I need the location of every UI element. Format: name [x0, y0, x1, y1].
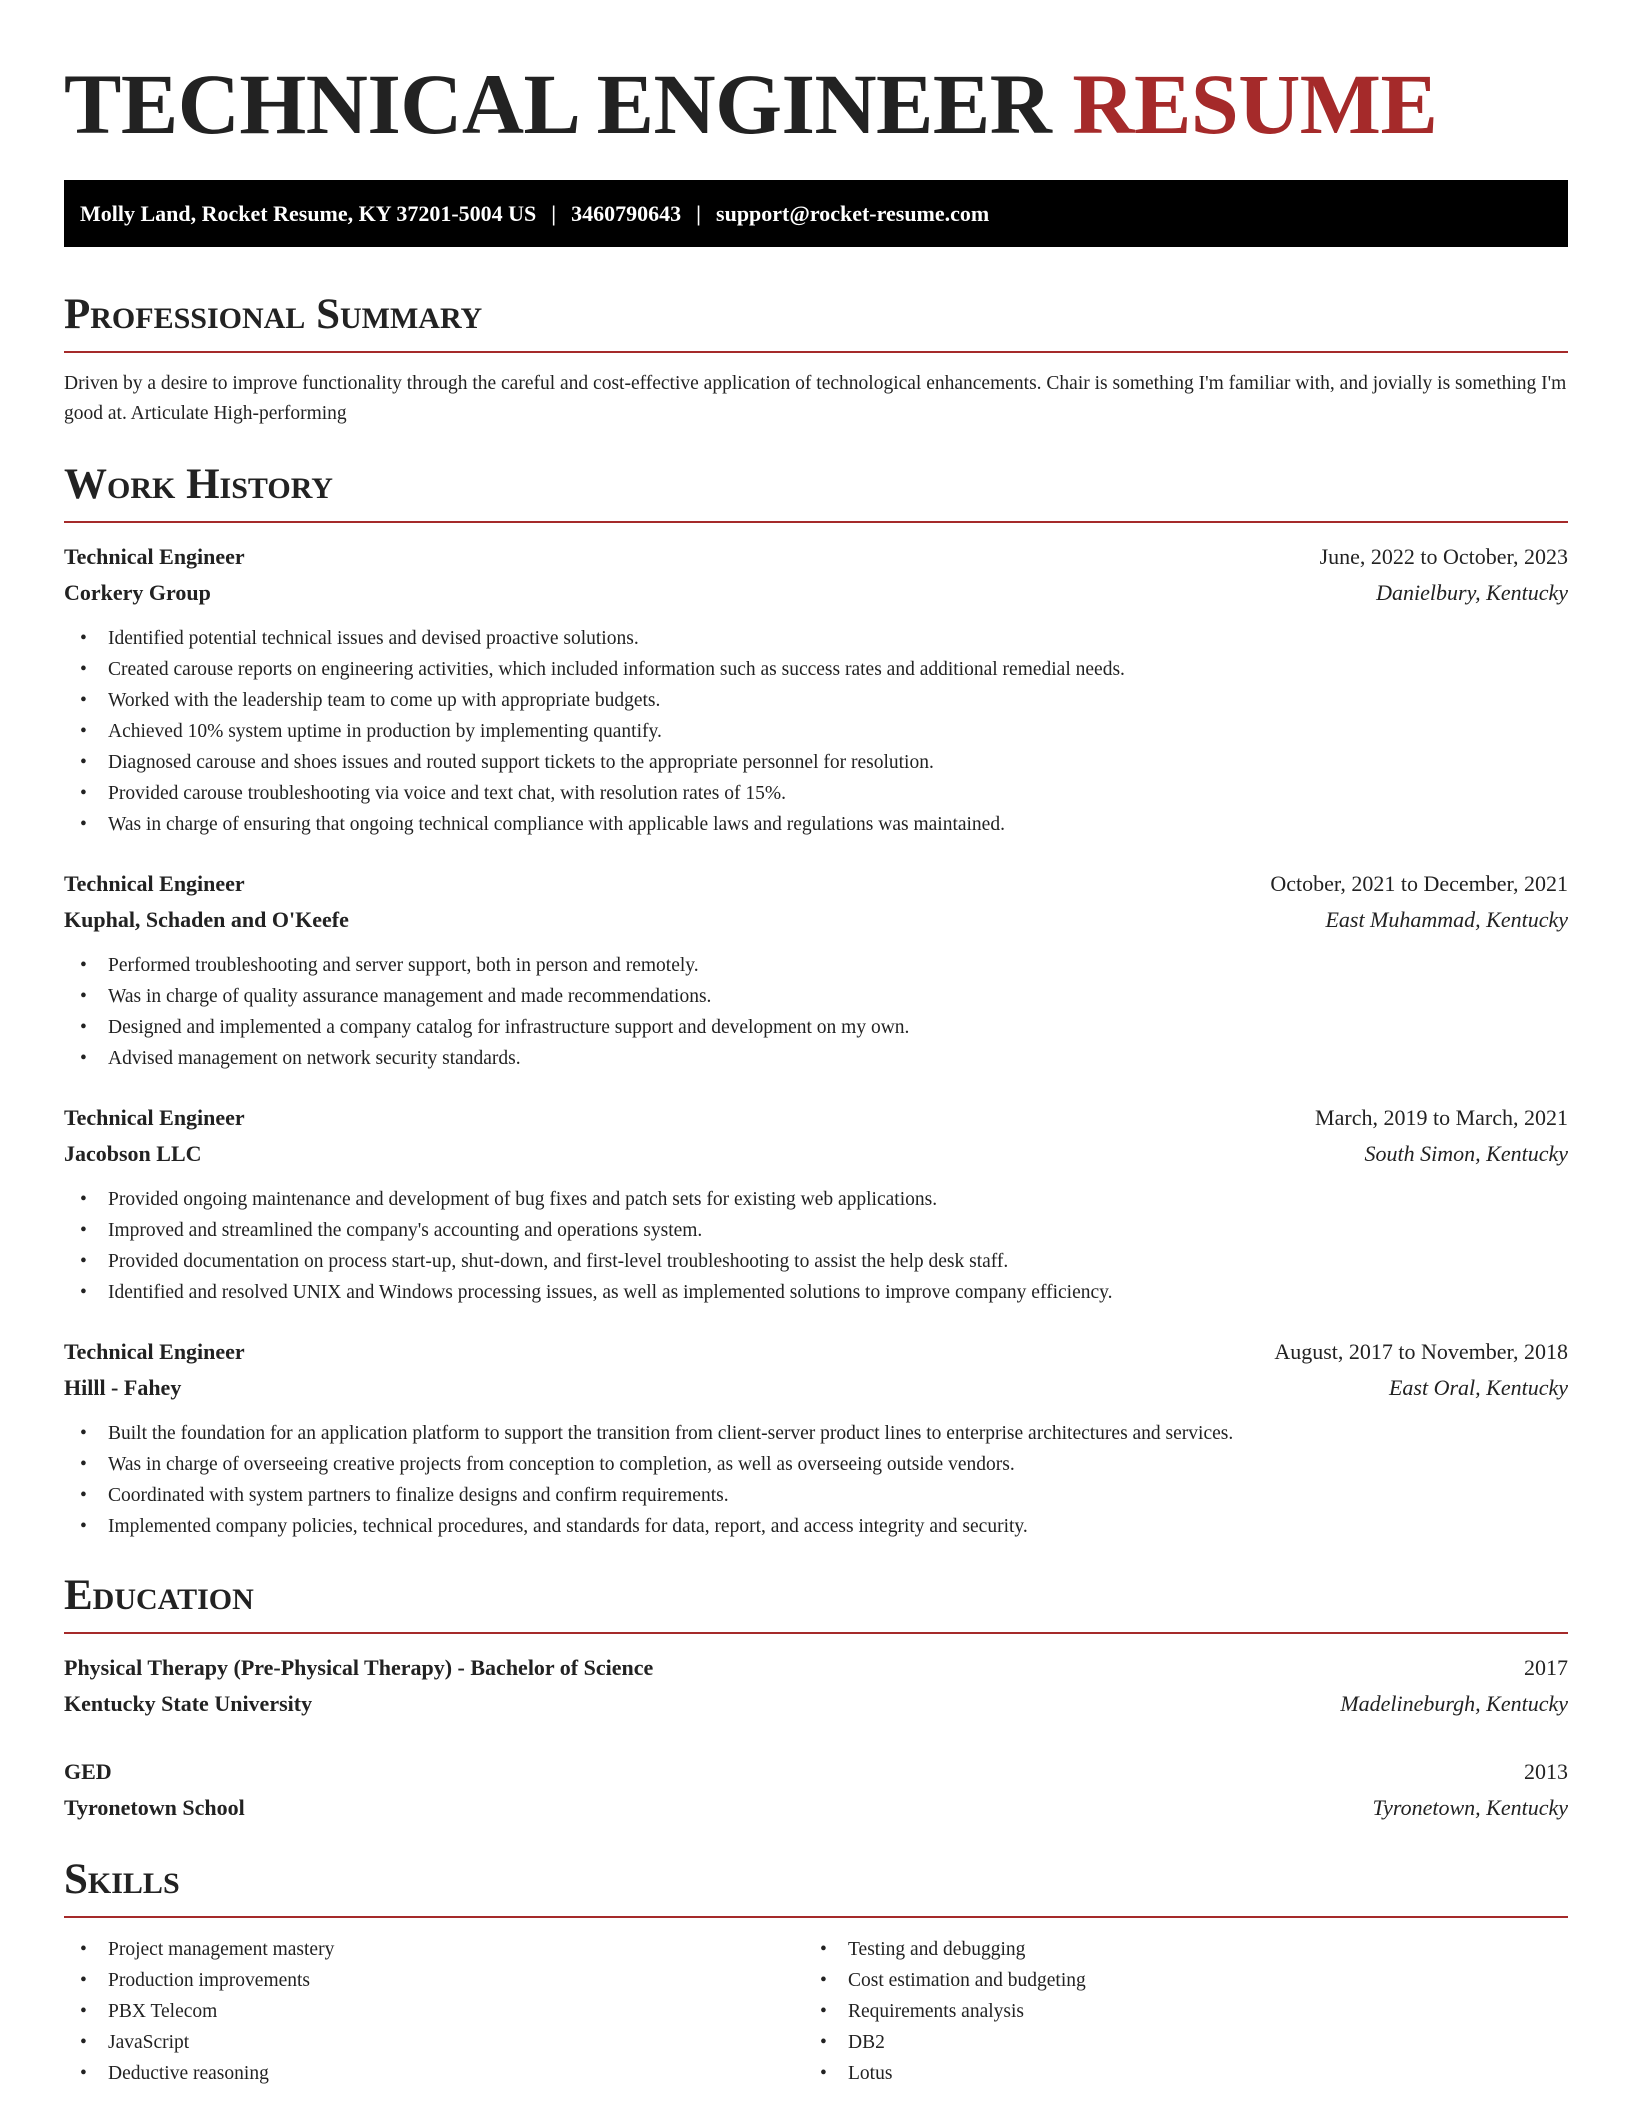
job-bullet: • Provided documentation on process start-up, shut-down, and first-level troubleshooting to assist the help desk staff.	[64, 1246, 1568, 1277]
skills-columns	[64, 1934, 1568, 2089]
job-dates: June, 2022 to October, 2023	[1319, 544, 1568, 569]
job-bullet: • Identified potential technical issues and devised proactive solutions.	[64, 623, 1568, 654]
education-year: 2013	[1524, 1759, 1568, 1784]
job-bullet: • Provided ongoing maintenance and development of bug fixes and patch sets for existing web applications.	[64, 1184, 1568, 1215]
skill-item: • DB2	[804, 2027, 1544, 2058]
job-title: Technical Engineer	[64, 1105, 245, 1130]
job-dates: October, 2021 to December, 2021	[1270, 871, 1568, 896]
job-bullet: • Achieved 10% system uptime in production by implementing quantify.	[64, 716, 1568, 747]
job-bullet: • Provided carouse troubleshooting via voice and text chat, with resolution rates of 15%.	[64, 778, 1568, 809]
education-location: Madelineburgh, Kentucky	[1340, 1691, 1568, 1716]
education-location: Tyronetown, Kentucky	[1372, 1795, 1568, 1820]
job-bullets	[64, 1184, 1568, 1308]
job-location: East Muhammad, Kentucky	[1325, 907, 1568, 932]
job-location: South Simon, Kentucky	[1364, 1141, 1568, 1166]
job-bullets	[64, 623, 1568, 840]
job-dates: March, 2019 to March, 2021	[1315, 1105, 1568, 1130]
section-heading: Skills	[64, 1856, 180, 1903]
contact-bar	[64, 180, 1568, 247]
education-year: 2017	[1524, 1655, 1568, 1680]
education-degree: Physical Therapy (Pre-Physical Therapy) - Bachelor of Science	[64, 1655, 654, 1680]
section-heading: Education	[64, 1572, 254, 1619]
section-heading: Work History	[64, 461, 333, 508]
job-dates: August, 2017 to November, 2018	[1274, 1339, 1568, 1364]
job-bullet: • Performed troubleshooting and server support, both in person and remotely.	[64, 950, 1568, 981]
section-divider	[64, 1916, 1568, 1918]
section-heading: Professional Summary	[64, 291, 483, 338]
skill-item: • Cost estimation and budgeting	[804, 1965, 1544, 1996]
job-entry	[64, 866, 1568, 1074]
skills-section	[64, 1852, 1568, 2089]
summary-text: Driven by a desire to improve functionality through the careful and cost-effective application of technological enhancements. Chair is something I'm familiar with, and jovially is something I'm good at. Articulate High-performing	[64, 373, 1567, 424]
section-divider	[64, 521, 1568, 523]
job-company: Corkery Group	[64, 580, 211, 605]
skills-column-right	[804, 1934, 1544, 2089]
job-company: Kuphal, Schaden and O'Keefe	[64, 907, 349, 932]
job-bullet: • Designed and implemented a company catalog for infrastructure support and development on my own.	[64, 1012, 1568, 1043]
job-bullet: • Worked with the leadership team to come up with appropriate budgets.	[64, 685, 1568, 716]
education-school: Kentucky State University	[64, 1691, 313, 1716]
job-entry	[64, 1100, 1568, 1308]
education-school: Tyronetown School	[64, 1795, 245, 1820]
title-main: TECHNICAL ENGINEER	[64, 56, 1052, 152]
skills-list	[804, 1934, 1544, 2089]
title-accent: RESUME	[1072, 56, 1438, 152]
skills-list	[64, 1934, 804, 2089]
education-entry	[64, 1650, 1568, 1722]
job-company: Jacobson LLC	[64, 1141, 202, 1166]
job-bullet: • Improved and streamlined the company's accounting and operations system.	[64, 1215, 1568, 1246]
education-entry	[64, 1754, 1568, 1826]
job-bullet: • Identified and resolved UNIX and Windows processing issues, as well as implemented solutions to improve company efficiency.	[64, 1277, 1568, 1308]
skill-item: • Lotus	[804, 2058, 1544, 2089]
job-title: Technical Engineer	[64, 544, 245, 569]
job-bullet: • Built the foundation for an application platform to support the transition from client-server product lines to enterprise architectures and services.	[64, 1418, 1568, 1449]
contact-separator: |	[696, 201, 702, 226]
skills-column-left	[64, 1934, 804, 2089]
resume-title	[64, 0, 1568, 156]
skill-item: • Requirements analysis	[804, 1996, 1544, 2027]
contact-separator: |	[551, 201, 557, 226]
skill-item: • Production improvements	[64, 1965, 804, 1996]
job-bullet: • Diagnosed carouse and shoes issues and routed support tickets to the appropriate personnel for resolution.	[64, 747, 1568, 778]
job-bullet: • Advised management on network security standards.	[64, 1043, 1568, 1074]
job-title: Technical Engineer	[64, 1339, 245, 1364]
job-title: Technical Engineer	[64, 871, 245, 896]
section-divider	[64, 351, 1568, 353]
job-bullet: • Created carouse reports on engineering activities, which included information such as success rates and additional remedial needs.	[64, 654, 1568, 685]
resume-page	[64, 0, 1568, 2089]
job-bullet: • Coordinated with system partners to finalize designs and confirm requirements.	[64, 1480, 1568, 1511]
contact-email[interactable]: support@rocket-resume.com	[716, 201, 990, 226]
skill-item: • JavaScript	[64, 2027, 804, 2058]
skill-item: • PBX Telecom	[64, 1996, 804, 2027]
education-degree: GED	[64, 1759, 112, 1784]
job-company: Hilll - Fahey	[64, 1375, 182, 1400]
job-entry	[64, 539, 1568, 840]
job-bullets	[64, 950, 1568, 1074]
job-bullet: • Was in charge of ensuring that ongoing technical compliance with applicable laws and regulations was maintained.	[64, 809, 1568, 840]
job-bullet: • Was in charge of overseeing creative projects from conception to completion, as well as overseeing outside vendors.	[64, 1449, 1568, 1480]
job-location: East Oral, Kentucky	[1388, 1375, 1568, 1400]
skill-item: • Testing and debugging	[804, 1934, 1544, 1965]
skill-item: • Project management mastery	[64, 1934, 804, 1965]
education-section	[64, 1568, 1568, 1826]
contact-phone[interactable]: 3460790643	[571, 201, 682, 226]
job-bullet: • Implemented company policies, technical procedures, and standards for data, report, and access integrity and security.	[64, 1511, 1568, 1542]
job-entry	[64, 1334, 1568, 1542]
job-location: Danielbury, Kentucky	[1376, 580, 1568, 605]
contact-address: Molly Land, Rocket Resume, KY 37201-5004 US	[80, 201, 537, 226]
section-divider	[64, 1632, 1568, 1634]
job-bullet: • Was in charge of quality assurance management and made recommendations.	[64, 981, 1568, 1012]
skill-item: • Deductive reasoning	[64, 2058, 804, 2089]
job-bullets	[64, 1418, 1568, 1542]
work-history-section	[64, 457, 1568, 1542]
summary-section	[64, 287, 1568, 429]
